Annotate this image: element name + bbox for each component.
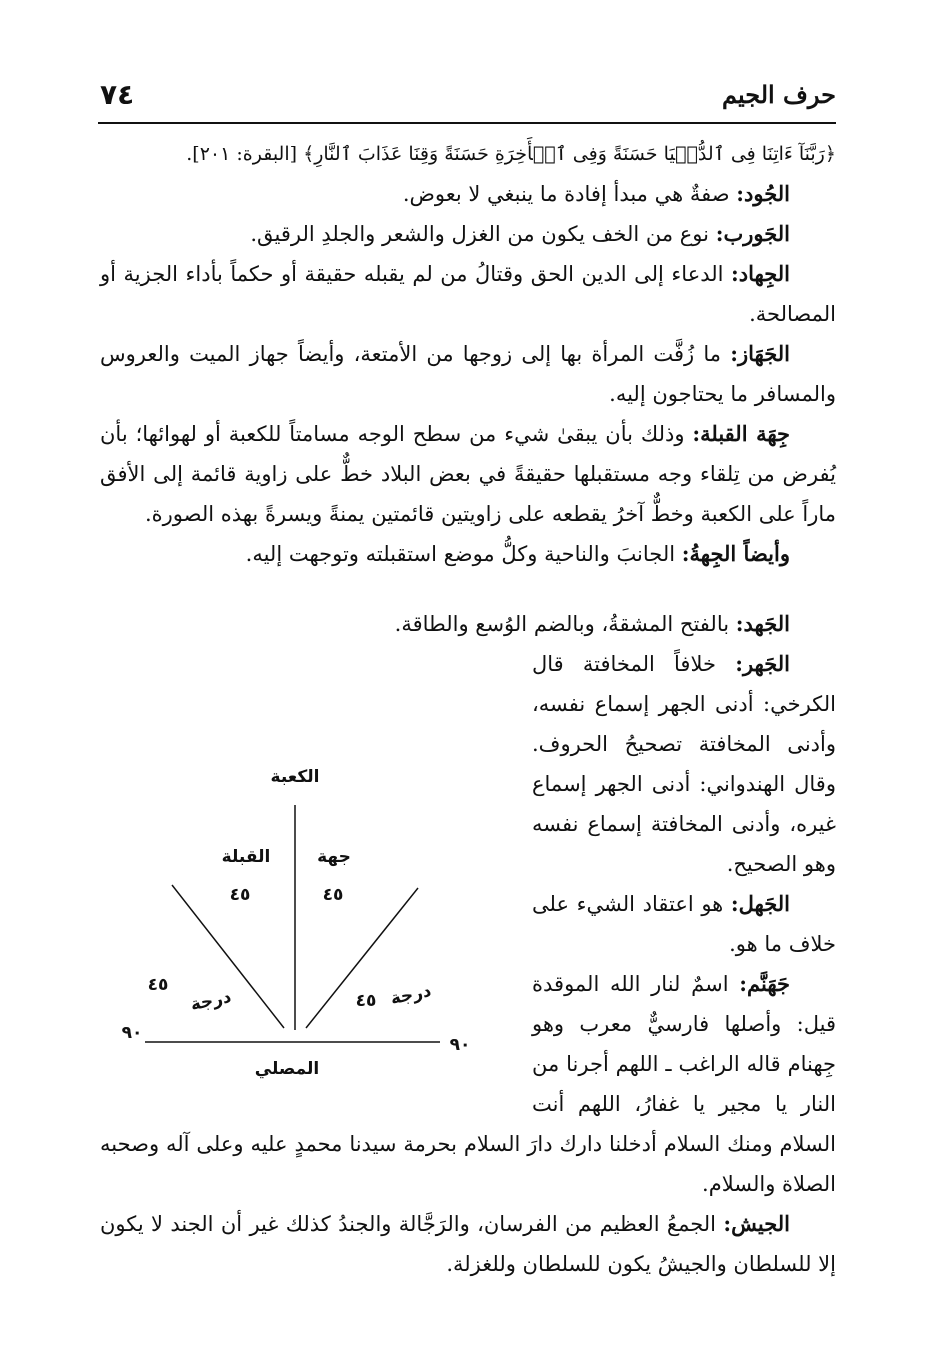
page-body <box>100 134 836 1284</box>
entry-text: الدعاء إلى الدين الحق وقتالُ من لم يقبله حقيقة أو حكماً بأداء الجزية أو المصالحة. <box>100 262 836 326</box>
label-daraja-right: درجة <box>388 981 434 1010</box>
entry-text: صفةٌ هي مبدأ إفادة ما ينبغي لا بعوض. <box>402 182 737 206</box>
entry-text: وذلك بأن يبقىٰ شيء من سطح الوجه مسامتاً للكعبة أو لهوائها؛ بأن يُفرض من تِلقاء وجه مستقبلها حقيقةً في بعض البلاد خطٌّ على زاوية قائمة إلى الأفق ماراً على الكعبة وخطٌّ آخرُ يقطعه على زاويتين قائمتين يمنةً ويسرةً بهذه الصورة. <box>100 422 836 526</box>
entry-qibla-direction <box>100 414 836 534</box>
entry-term: الجَهد: <box>735 611 790 636</box>
entry-term: الجِهاد: <box>731 261 790 286</box>
label-90-left: ٩٠ <box>121 1023 143 1043</box>
chapter-title: حرف الجيم <box>722 80 836 109</box>
entry-term: الجَورب: <box>715 221 790 246</box>
label-45-right-bottom: ٤٥ <box>355 991 377 1011</box>
entry-jawrab <box>100 214 836 254</box>
header-rule <box>98 122 836 124</box>
entry-text: الجانبَ والناحية وكلُّ موضع استقبلته وتوجهت إليه. <box>245 542 682 566</box>
entry-term: الجيش: <box>723 1211 790 1236</box>
entry-term: الجُود: <box>736 181 790 206</box>
entry-term: وأيضاً الجِهةُ: <box>681 541 790 566</box>
page-number: ٧٤ <box>100 78 135 111</box>
label-daraja-left: درجة <box>188 987 234 1016</box>
entry-text: ما زُفَّت المرأة بها إلى زوجها من الأمتعة، وأيضاً جهاز الميت والعروس والمسافر ما يحتاجون إليه. <box>100 342 836 406</box>
entry-term: جَهَنَّم: <box>739 971 790 996</box>
entry-text: الجمعُ العظيم من الفرسان، والرَجَّالة والجندُ كذلك غير أن الجند لا يكون إلا للسلطان والجيشُ يكون للسلطان وللغزلة. <box>100 1212 836 1276</box>
entry-text: اسمٌ لنار الله الموقدة قيل: وأصلها فارسيٌّ معرب وهو جِهنام قاله الراغب ـ اللهم أجرنا من النار يا مجير يا غفارُ، اللهم أنت السلام ومنك السلام أدخلنا دارك دارَ السلام بحرمة سيدنا محمدٍ عليه وعلى آله وصحبه الصلاة والسلام. <box>100 972 836 1196</box>
label-musalli: المصلي <box>254 1059 320 1079</box>
entry-text: نوع من الخف يكون من الغزل والشعر والجلدِ الرقيق. <box>250 222 716 246</box>
entry-term: الجَهل: <box>730 891 790 916</box>
label-45-right-top: ٤٥ <box>322 885 344 905</box>
label-kaaba: الكعبة <box>270 767 320 787</box>
entry-text: خلافاً المخافتة قال الكرخي: أدنى الجهر إسماع نفسه، وأدنى المخافتة تصحيحُ الحروف. وقال الهندواني: أدنى الجهر إسماع غيره، وأدنى المخافتة إسماع نفسه وهو الصحيح. <box>532 652 836 876</box>
entry-term: جِهَة القبلة: <box>692 421 790 446</box>
entry-text: بالفتح المشقةُ، وبالضم الوُسع والطاقة. <box>394 612 736 636</box>
label-45-left-top: ٤٥ <box>229 885 251 905</box>
quran-verse: ﴿رَبَّنَآ ءَاتِنَا فِى ٱلدُّنۡيَا حَسَنَةً وَفِى ٱلۡأَخِرَةِ حَسَنَةً وَقِنَا عَذَابَ ٱلنَّارِ﴾ [البقرة: ٢٠١]. <box>186 143 836 165</box>
label-jiha: جهة <box>317 847 351 867</box>
entry-jaysh <box>100 1204 836 1284</box>
entry-jiha <box>100 534 836 574</box>
label-qibla: القبلة <box>221 847 271 867</box>
entry-text: هو اعتقاد الشيء على خلاف ما هو. <box>532 892 836 956</box>
entry-jahd <box>100 604 836 644</box>
entry-jud <box>100 174 836 214</box>
qibla-diagram-svg <box>100 750 520 1100</box>
qibla-diagram <box>100 750 520 1100</box>
entry-term: الجَهَاز: <box>730 341 790 366</box>
label-45-left-bottom: ٤٥ <box>147 975 169 995</box>
label-90-right: ٩٠ <box>449 1035 471 1055</box>
entry-jihad <box>100 254 836 334</box>
entry-term: الجَهر: <box>735 651 790 676</box>
entry-jahaz <box>100 334 836 414</box>
